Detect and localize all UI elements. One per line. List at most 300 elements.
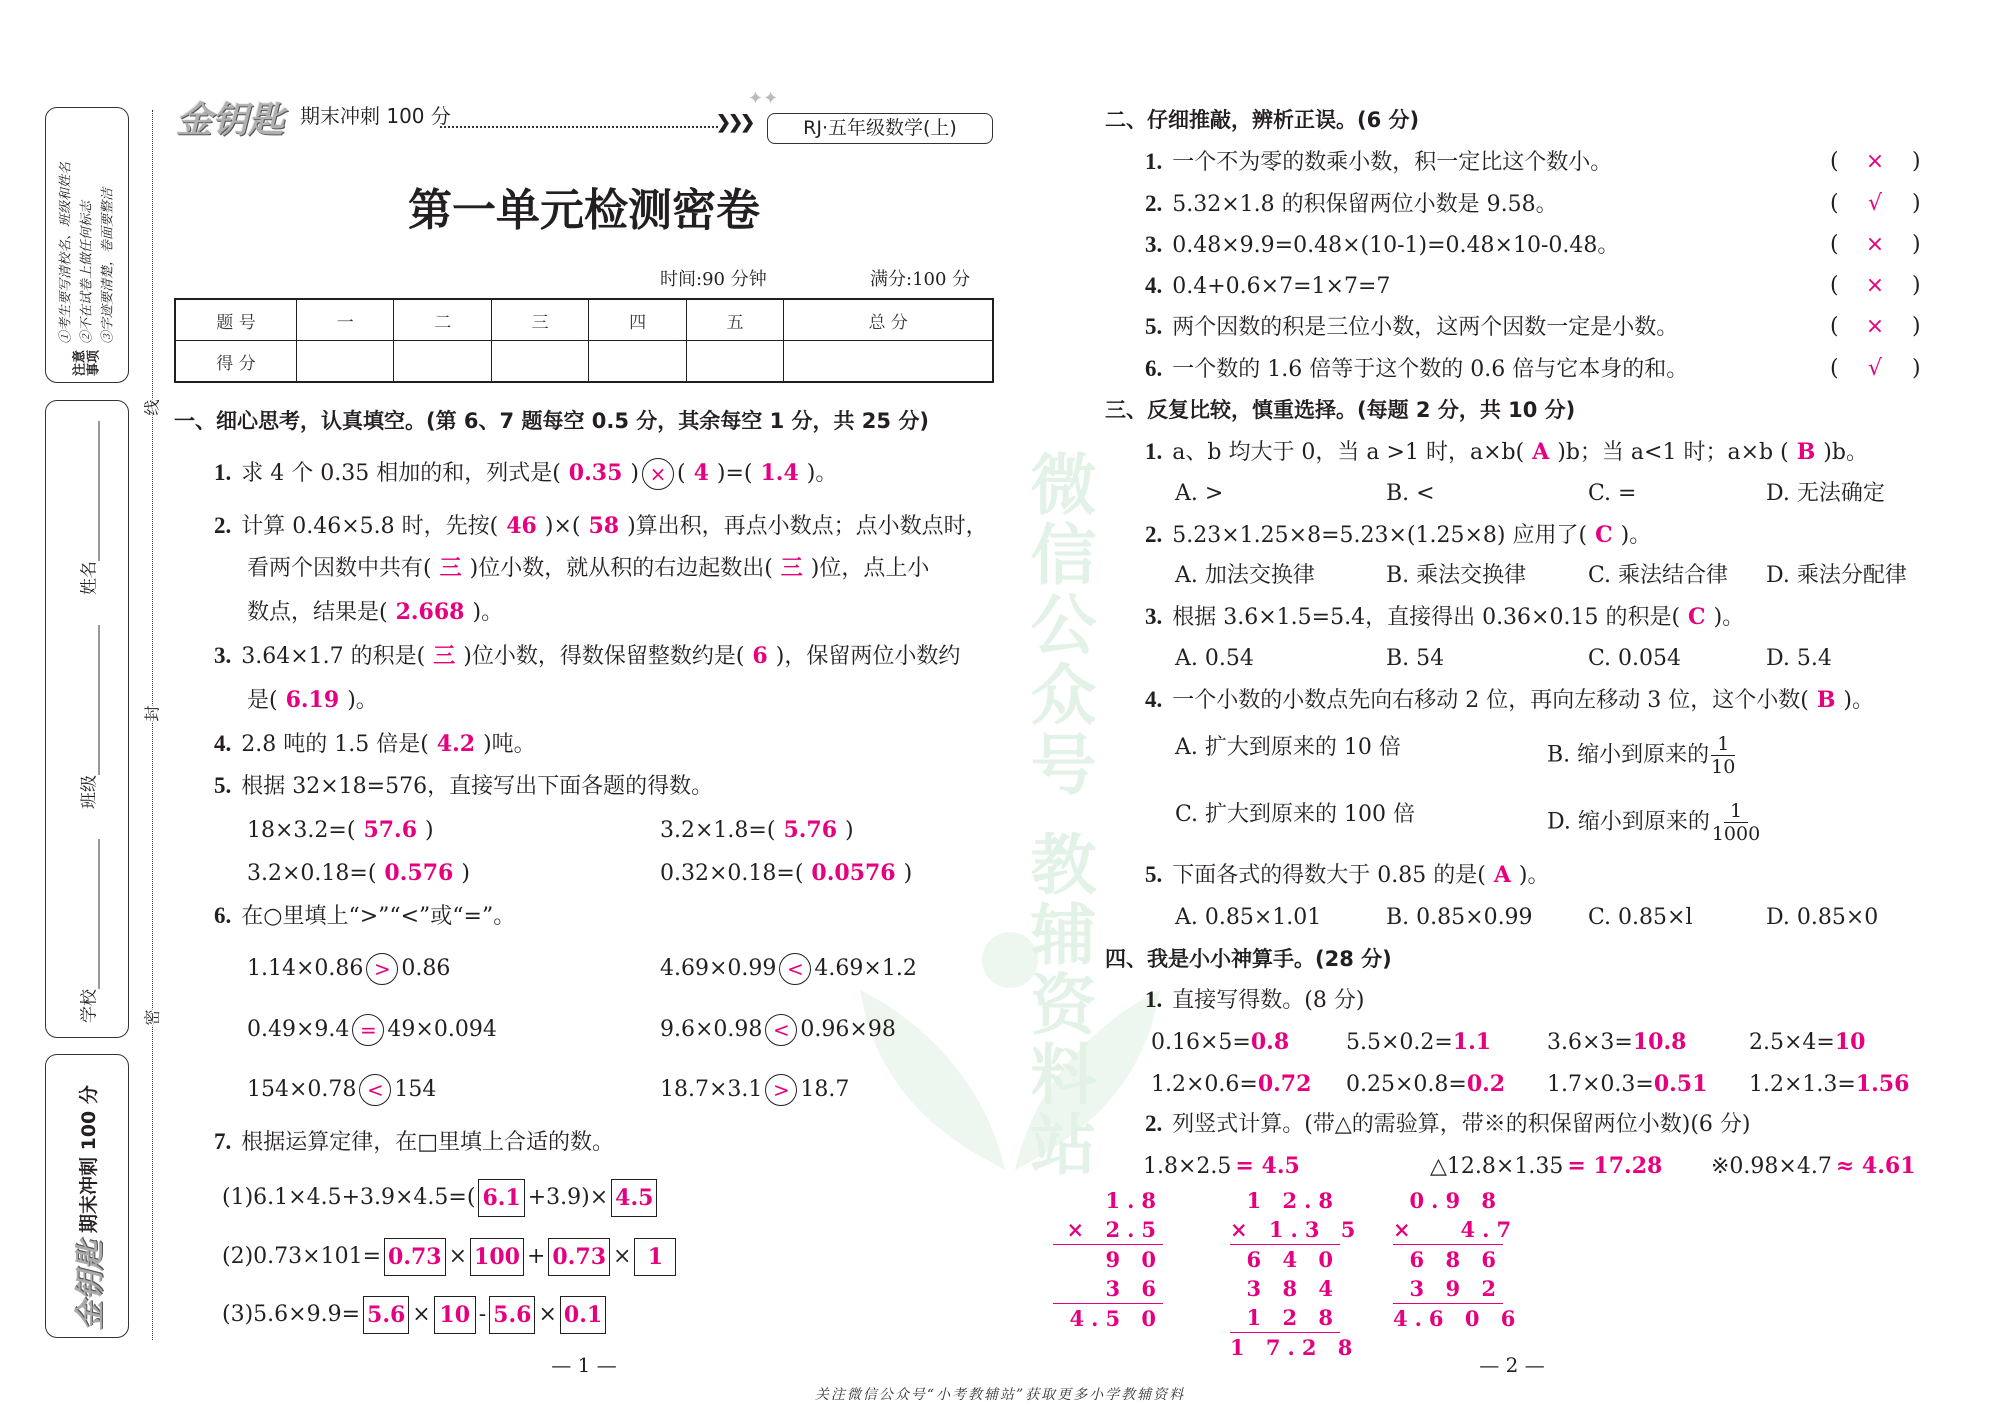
circled-answer: × <box>642 458 674 490</box>
watermark-text-1: 微信公众号 <box>1019 450 1096 800</box>
judge-mark: √ <box>1867 356 1883 381</box>
judge-item <box>1145 312 1678 342</box>
denominator: 1000 <box>1711 823 1761 845</box>
question-text: )b；当 a<1 时；a×b ( <box>1557 440 1789 465</box>
judge-mark: × <box>1865 273 1885 298</box>
table-header: 总 分 <box>784 299 993 341</box>
question-text: a、b 均大于 0，当 a >1 时，a×b( <box>1172 440 1525 465</box>
score-cell[interactable] <box>491 341 588 383</box>
question-text: 2.8 吨的 1.5 倍是( <box>241 732 429 757</box>
calc-answer: 10.8 <box>1632 1029 1687 1055</box>
question-text: 是( <box>247 688 278 713</box>
question-text: 下面各式的得数大于 0.85 的是( <box>1172 863 1486 888</box>
option-d: D. 无法确定 <box>1766 481 1885 506</box>
question-text: 0.49×9.4 <box>247 1017 350 1042</box>
calc-question: 0.16×5= <box>1151 1030 1251 1055</box>
paren-close: ) <box>1912 191 1921 216</box>
score-cell[interactable] <box>784 341 993 383</box>
question-number: 2. <box>214 513 232 538</box>
page-number-2: — 2 — <box>1479 1353 1545 1377</box>
option-c: C. 乘法结合律 <box>1588 563 1729 588</box>
question-text: ) <box>461 861 470 886</box>
numerator: 1 <box>1711 733 1735 756</box>
option-a: A. > <box>1175 481 1224 506</box>
judge-mark: √ <box>1867 191 1883 216</box>
calc-expression: △12.8×1.35 <box>1430 1154 1564 1179</box>
question-text: ) <box>903 861 913 886</box>
law-item <box>222 1238 679 1268</box>
calc-row: 1 7.2 8 <box>1230 1335 1360 1360</box>
question-number: 4. <box>214 731 232 756</box>
school-field[interactable] <box>85 839 100 989</box>
paren-open: ( <box>1830 273 1839 298</box>
answer: 6.19 <box>285 687 340 713</box>
oral-calc-item <box>1749 1069 1909 1099</box>
answer: 57.6 <box>363 817 418 843</box>
paren-open: ( <box>1830 314 1839 339</box>
question-number: 1. <box>1145 987 1163 1012</box>
question-number: 3. <box>214 643 232 668</box>
question-number: 5. <box>1145 862 1163 887</box>
question-text: 9.6×0.98 <box>660 1017 763 1042</box>
question-text: )=( <box>716 461 753 486</box>
judge-mark: × <box>1865 314 1885 339</box>
answer: 46 <box>506 513 537 539</box>
option-a: A. 扩大到原来的 10 倍 <box>1175 735 1401 760</box>
calc-answer: 1.1 <box>1452 1029 1492 1055</box>
circled-answer: < <box>765 1014 797 1046</box>
answer: 4 <box>693 460 709 486</box>
section-1-heading: 一、细心思考，认真填空。(第 6、7 题每空 0.5 分，其余每空 1 分，共 25 分) <box>174 409 929 433</box>
notice-title: 注意事项 <box>72 349 101 376</box>
judge-item <box>1145 271 1390 301</box>
question-text: )。 <box>347 688 378 713</box>
question-text: 根据 3.6×1.5=5.4，直接得出 0.36×0.15 的积是( <box>1172 605 1681 630</box>
compare-item <box>247 1074 436 1104</box>
option-b: B. 54 <box>1386 646 1445 671</box>
calc-row: × 4.7 <box>1393 1215 1503 1245</box>
compare-item <box>247 1014 497 1044</box>
question-number: 6. <box>214 903 232 928</box>
section-3-heading: 三、反复比较，慎重选择。(每题 2 分，共 10 分) <box>1105 398 1576 422</box>
calc-row: 1 2 8 <box>1230 1303 1340 1333</box>
oral-calc-item <box>1151 1027 1289 1057</box>
answer: C <box>1688 604 1706 630</box>
score-table <box>174 298 994 383</box>
answer: 5.76 <box>783 817 838 843</box>
question-3-2 <box>1145 520 1651 550</box>
paren-close: ) <box>1912 273 1921 298</box>
option-a: A. 0.54 <box>1175 646 1254 671</box>
fraction <box>1712 800 1760 845</box>
sparkle-icon: ✦✦ <box>748 88 779 109</box>
calc-row: 9 0 <box>1105 1247 1163 1272</box>
question-text: 0.96×98 <box>800 1017 896 1042</box>
notice-box <box>45 107 129 383</box>
question-text: 求 4 个 0.35 相加的和，列式是( <box>241 461 561 486</box>
name-field[interactable] <box>85 421 100 561</box>
question-text: 4.69×1.2 <box>814 956 917 981</box>
question-number: 2. <box>1145 191 1163 216</box>
question-1-1 <box>214 458 837 488</box>
question-text: + <box>526 1244 546 1269</box>
notice-item: ①考生要写清校名、班级和姓名 <box>58 161 74 344</box>
paren-open: ( <box>1830 191 1839 216</box>
brand-label: 期末冲刺 100 分 <box>300 104 451 128</box>
section-4-heading: 四、我是小小神算手。(28 分) <box>1105 947 1392 971</box>
question-3-4 <box>1145 685 1874 715</box>
option-b: B. 乘法交换律 <box>1386 563 1527 588</box>
question-1-2-cont <box>247 597 503 627</box>
compare-item <box>660 953 917 983</box>
calc-question: 0.25×0.8= <box>1346 1072 1467 1097</box>
boxed-answer: 0.73 <box>548 1238 610 1276</box>
calc-question: 3.6×3= <box>1547 1030 1633 1055</box>
paren-open: ( <box>1830 356 1839 381</box>
calc-row: 1.8 <box>1105 1188 1163 1213</box>
question-number: 1. <box>1145 149 1163 174</box>
question-text: )位小数，就从积的右边起数出( <box>469 556 773 581</box>
answer: 三 <box>439 555 462 581</box>
answer: 0.576 <box>384 860 454 886</box>
notice-item: ③字迹要清楚，卷面要整洁 <box>100 187 116 344</box>
question-text: )。 <box>1843 688 1875 713</box>
oral-calc-item <box>1547 1069 1707 1099</box>
question-text: )位小数，得数保留整数约是( <box>463 644 745 669</box>
table-header: 题 号 <box>175 299 297 341</box>
question-text: × <box>412 1302 431 1327</box>
cut-mark-secret: 密 <box>140 1009 163 1025</box>
paren-close: ) <box>1912 149 1921 174</box>
question-1-7 <box>214 1127 614 1157</box>
question-text: )。 <box>1518 863 1550 888</box>
question-text: 看两个因数中共有( <box>247 556 432 581</box>
brand-box <box>45 1054 129 1338</box>
question-text: 49×0.094 <box>387 1017 497 1042</box>
question-text: 3.2×1.8=( <box>660 818 776 843</box>
calc-row: × 2.5 <box>1053 1215 1163 1245</box>
option-c: C. = <box>1588 481 1637 506</box>
fraction <box>1711 733 1735 778</box>
question-number: 5. <box>1145 314 1163 339</box>
answer: 6 <box>752 643 768 669</box>
calc-expression: 1.8×2.5 <box>1143 1154 1232 1179</box>
question-1-6 <box>214 901 515 931</box>
circled-answer: < <box>359 1074 391 1106</box>
answer: 4.2 <box>436 731 476 757</box>
vertical-calc <box>1393 1186 1523 1333</box>
judge-item <box>1145 147 1612 177</box>
sub-item <box>247 858 470 888</box>
question-number: 3. <box>1145 232 1163 257</box>
option-c: C. 0.054 <box>1588 646 1682 671</box>
question-1-4 <box>214 729 536 759</box>
section-2-heading: 二、仔细推敲，辨析正误。(6 分) <box>1105 108 1420 132</box>
option-b: B. 0.85×0.99 <box>1386 905 1533 930</box>
question-text: )。 <box>806 461 838 486</box>
exam-time: 时间:90 分钟 <box>660 269 767 290</box>
question-number: 1. <box>1145 439 1163 464</box>
question-1-3 <box>214 641 960 671</box>
compare-item <box>660 1014 896 1044</box>
boxed-answer: 0.1 <box>560 1296 606 1334</box>
question-text: ) <box>630 461 639 486</box>
calc-result: ≈ 4.61 <box>1835 1153 1916 1179</box>
calc-result: = 4.5 <box>1235 1153 1300 1179</box>
law-item <box>222 1179 660 1209</box>
calc-answer: 0.8 <box>1250 1029 1290 1055</box>
question-text: )。 <box>1713 605 1745 630</box>
page-number-1: — 1 — <box>551 1353 617 1377</box>
question-text: 根据 32×18=576，直接写出下面各题的得数。 <box>241 774 714 799</box>
paren-close: ) <box>1912 356 1921 381</box>
calc-row: 1 2.8 <box>1246 1188 1340 1213</box>
boxed-answer: 4.5 <box>611 1179 657 1217</box>
class-label: 班级 <box>79 775 100 809</box>
class-field[interactable] <box>85 625 100 775</box>
calc-row: 6 4 0 <box>1246 1247 1340 1272</box>
answer: B <box>1796 439 1816 465</box>
answer: 0.0576 <box>811 860 896 886</box>
question-text: 列竖式计算。(带△的需验算，带※的积保留两位小数)(6 分) <box>1172 1112 1751 1137</box>
question-4-2 <box>1145 1109 1751 1139</box>
question-text: 5.23×1.25×8=5.23×(1.25×8) 应用了( <box>1172 523 1588 548</box>
question-text: +3.9)× <box>527 1185 609 1210</box>
sub-item <box>660 858 912 888</box>
side-logo: 金钥匙 <box>73 1241 108 1331</box>
calc-question: 1.7×0.3= <box>1547 1072 1654 1097</box>
calc-row: 6 8 6 <box>1409 1247 1503 1272</box>
question-text: 5.32×1.8 的积保留两位小数是 9.58。 <box>1172 192 1558 217</box>
option-d <box>1547 800 1760 845</box>
question-1-5 <box>214 771 713 801</box>
score-cell[interactable] <box>589 341 686 383</box>
boxed-answer: 6.1 <box>478 1179 524 1217</box>
judge-item <box>1145 189 1558 219</box>
boxed-answer: 5.6 <box>363 1296 409 1334</box>
question-text: (1)6.1×4.5+3.9×4.5=( <box>222 1185 476 1210</box>
judge-mark: × <box>1865 232 1885 257</box>
question-1-2-cont <box>247 553 929 583</box>
question-text: ) <box>425 818 434 843</box>
question-text: 154 <box>394 1077 437 1102</box>
question-number: 2. <box>1145 1111 1163 1136</box>
school-label: 学校 <box>79 989 100 1023</box>
table-header: 三 <box>491 299 588 341</box>
student-info-box <box>45 400 129 1038</box>
question-text: - <box>478 1302 487 1327</box>
circled-answer: > <box>765 1074 797 1106</box>
paren-open: ( <box>1830 149 1839 174</box>
oral-calc-item <box>1749 1027 1865 1057</box>
option-d: D. 5.4 <box>1766 646 1832 671</box>
judge-mark: × <box>1865 149 1885 174</box>
header-dotted-line <box>440 126 718 128</box>
calc-row: 3 9 2 <box>1393 1274 1503 1304</box>
footer-note: 关注微信公众号“小考教辅站”获取更多小学教辅资料 <box>814 1387 1186 1403</box>
question-3-1 <box>1145 437 1868 467</box>
table-header: 五 <box>686 299 783 341</box>
boxed-answer: 10 <box>434 1296 476 1334</box>
calc-answer: 0.72 <box>1257 1071 1312 1097</box>
oral-calc-item <box>1151 1069 1311 1099</box>
question-number: 7. <box>214 1129 232 1154</box>
score-table-header-row <box>175 299 993 341</box>
numerator: 1 <box>1724 800 1748 823</box>
answer: 1.4 <box>760 460 799 486</box>
question-text: )。 <box>472 600 504 625</box>
question-text: 数点，结果是( <box>247 600 388 625</box>
question-text: 0.48×9.9=0.48×(10-1)=0.48×10-0.48。 <box>1172 233 1620 258</box>
cut-mark-line: 线 <box>140 399 163 415</box>
table-header: 二 <box>394 299 491 341</box>
question-4-1 <box>1145 985 1364 1015</box>
option-a: A. 0.85×1.01 <box>1175 905 1322 930</box>
denominator: 10 <box>1711 756 1736 778</box>
question-text: 直接写得数。(8 分) <box>1172 988 1365 1013</box>
answer: 0.35 <box>568 460 623 486</box>
question-text: 3.2×0.18=( <box>247 861 377 886</box>
option-b-text: B. 缩小到原来的 <box>1547 742 1710 768</box>
circled-answer: > <box>366 953 398 985</box>
answer: 2.668 <box>395 599 465 625</box>
question-number: 2. <box>1145 522 1163 547</box>
sub-item <box>660 815 854 845</box>
question-text: 154×0.78 <box>247 1077 357 1102</box>
option-a: A. 加法交换律 <box>1175 563 1315 588</box>
answer: 58 <box>588 513 620 539</box>
answer: 三 <box>780 555 803 581</box>
boxed-answer: 5.6 <box>489 1296 535 1334</box>
vertical-calc <box>1230 1186 1363 1362</box>
oral-calc-item <box>1547 1027 1686 1057</box>
notice-item: ②不在试卷上做任何标志 <box>79 200 95 344</box>
question-text: 18.7 <box>800 1077 850 1102</box>
calc-question: 5.5×0.2= <box>1346 1030 1453 1055</box>
question-1-3-cont <box>247 685 378 715</box>
vertical-calc-header <box>1143 1151 1300 1181</box>
calc-answer: 0.51 <box>1653 1071 1708 1097</box>
question-text: (2)0.73×101= <box>222 1244 382 1269</box>
question-text: × <box>613 1244 632 1269</box>
boxed-answer: 100 <box>470 1238 524 1276</box>
option-b: B. < <box>1386 481 1435 506</box>
paren-open: ( <box>1830 232 1839 257</box>
vertical-calc <box>1053 1186 1163 1333</box>
question-number: 1. <box>214 460 232 485</box>
oral-calc-item <box>1346 1069 1505 1099</box>
side-brand: 期末冲刺 100 分 <box>77 1085 100 1233</box>
question-text: )算出积，再点小数点；点小数点时， <box>627 514 988 539</box>
answer: C <box>1595 522 1613 548</box>
calc-expression: ※0.98×4.7 <box>1711 1154 1832 1179</box>
full-score: 满分:100 分 <box>870 269 971 290</box>
question-text: ( <box>676 461 686 486</box>
question-3-3 <box>1145 602 1744 632</box>
question-text: )。 <box>1620 523 1652 548</box>
question-number: 4. <box>1145 687 1163 712</box>
question-text: 0.32×0.18=( <box>660 861 804 886</box>
calc-row: × 1.3 5 <box>1230 1215 1340 1245</box>
question-text: )吨。 <box>483 732 536 757</box>
answer: A <box>1493 862 1511 888</box>
score-table-row <box>175 341 993 383</box>
question-text: 计算 0.46×5.8 时，先按( <box>241 514 499 539</box>
question-text: 3.64×1.7 的积是( <box>241 644 426 669</box>
question-number: 5. <box>214 773 232 798</box>
calc-row: 4.5 0 <box>1069 1306 1163 1331</box>
score-cell[interactable] <box>297 341 394 383</box>
calc-row: 0.9 8 <box>1409 1188 1503 1213</box>
question-number: 4. <box>1145 273 1163 298</box>
logo: 金钥匙 <box>176 99 285 141</box>
circled-answer: < <box>779 953 811 985</box>
calc-answer: 0.2 <box>1466 1071 1506 1097</box>
circled-answer: = <box>352 1014 384 1046</box>
question-text: 0.86 <box>401 956 451 981</box>
watermark-text-2: 教辅资料站 <box>1019 830 1096 1180</box>
boxed-answer: 1 <box>634 1238 676 1276</box>
compare-item <box>247 953 450 983</box>
calc-question: 1.2×0.6= <box>1151 1072 1258 1097</box>
question-text: )位，点上小 <box>810 556 930 581</box>
calc-result: = 17.28 <box>1567 1153 1663 1179</box>
question-text: )b。 <box>1823 440 1868 465</box>
law-item <box>222 1296 609 1326</box>
calc-answer: 1.56 <box>1855 1071 1910 1097</box>
question-text: 4.69×0.99 <box>660 956 777 981</box>
question-text: 18×3.2=( <box>247 818 356 843</box>
judge-item <box>1145 354 1688 384</box>
cut-mark-seal: 封 <box>140 705 163 721</box>
answer: B <box>1816 687 1836 713</box>
table-header: 一 <box>297 299 394 341</box>
option-c: C. 0.85×l <box>1588 905 1693 930</box>
question-text: × <box>448 1244 468 1269</box>
question-text: 两个因数的积是三位小数，这两个因数一定是小数。 <box>1172 315 1679 340</box>
question-1-2 <box>214 511 988 541</box>
arrows-icon: ❯❯❯ <box>716 112 753 133</box>
question-text: 一个小数的小数点先向右移动 2 位，再向左移动 3 位，这个小数( <box>1172 688 1809 713</box>
calc-question: 2.5×4= <box>1749 1030 1835 1055</box>
score-cell[interactable] <box>394 341 491 383</box>
vertical-calc-header <box>1711 1151 1916 1181</box>
series-badge: RJ·五年级数学(上) <box>767 113 993 144</box>
compare-item <box>660 1074 849 1104</box>
answer: A <box>1532 439 1550 465</box>
question-text: 1.14×0.86 <box>247 956 364 981</box>
question-text: 在○里填上“>”“<”或“=”。 <box>241 904 516 929</box>
cut-line <box>152 110 153 1340</box>
question-text: 一个数的 1.6 倍等于这个数的 0.6 倍与它本身的和。 <box>1172 357 1689 382</box>
question-text: 0.4+0.6×7=1×7=7 <box>1172 274 1391 299</box>
oral-calc-item <box>1346 1027 1491 1057</box>
vertical-calc-header <box>1430 1151 1662 1181</box>
question-text: 一个不为零的数乘小数，积一定比这个数小。 <box>1172 150 1613 175</box>
score-cell[interactable] <box>686 341 783 383</box>
calc-question: 1.2×1.3= <box>1749 1072 1856 1097</box>
question-text: 18.7×3.1 <box>660 1077 763 1102</box>
calc-answer: 10 <box>1834 1029 1866 1055</box>
question-text: × <box>538 1302 557 1327</box>
calc-row: 3 8 4 <box>1246 1276 1340 1301</box>
option-d-text: D. 缩小到原来的 <box>1547 809 1710 835</box>
paren-close: ) <box>1912 314 1921 339</box>
page-title: 第一单元检测密卷 <box>408 185 760 236</box>
name-label: 姓名 <box>79 561 100 595</box>
paren-close: ) <box>1912 232 1921 257</box>
question-text: )×( <box>544 514 581 539</box>
